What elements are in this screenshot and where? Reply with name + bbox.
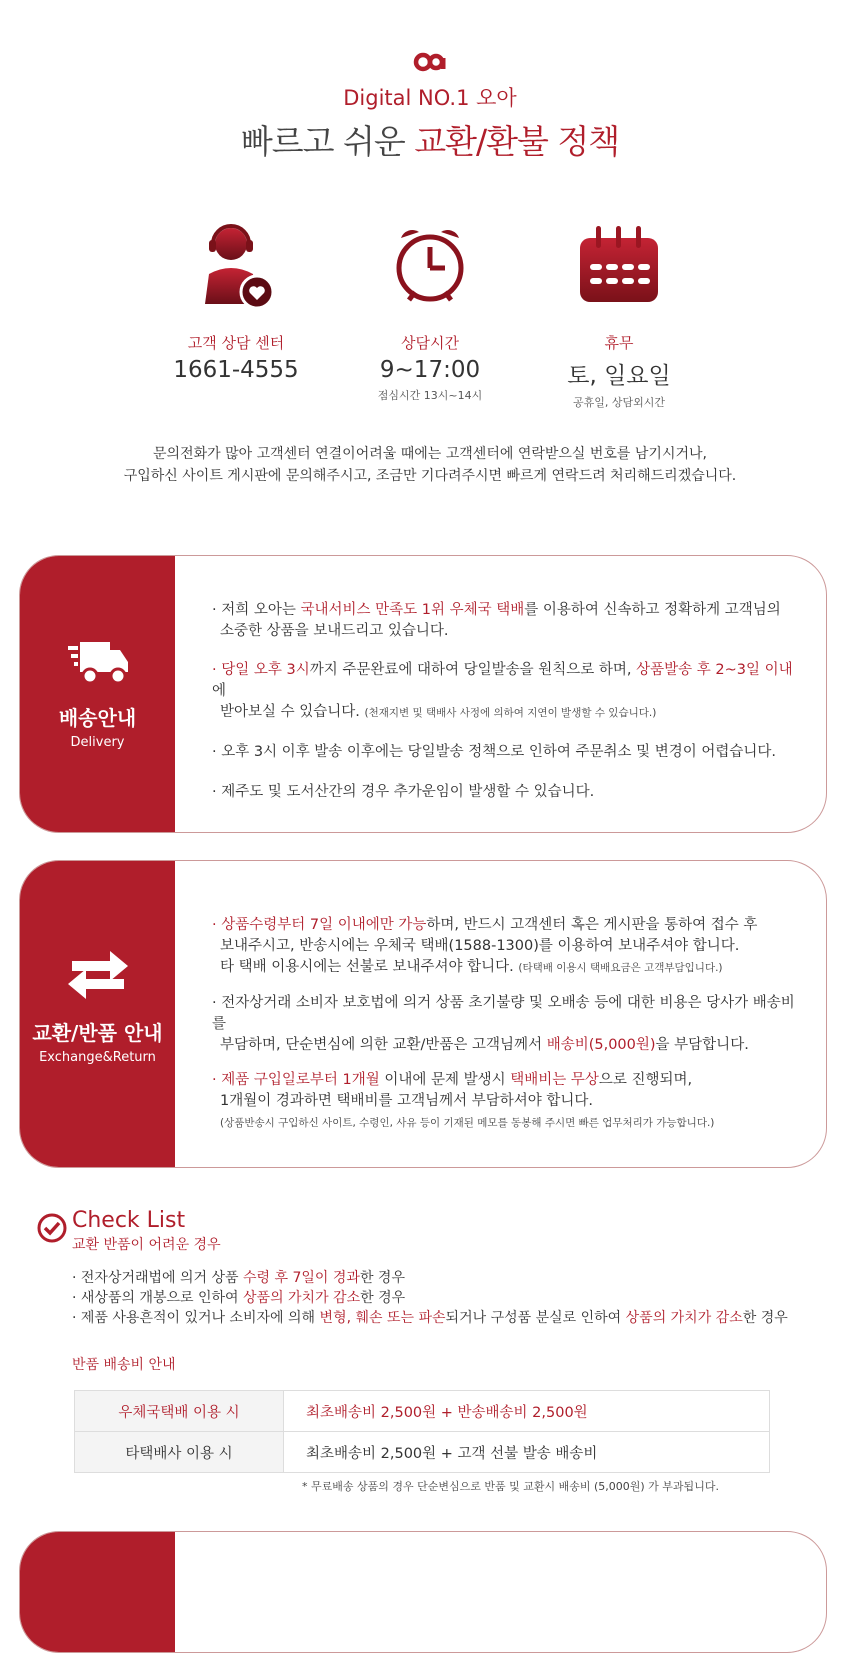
alarm-clock-icon xyxy=(385,222,475,312)
text: 1개월이 경과하면 택배비를 고객님께서 부담하셔야 합니다. xyxy=(220,1093,594,1109)
delivery-body xyxy=(212,556,796,803)
highlight: 변형, 훼손 또는 파손 xyxy=(319,1310,446,1326)
notice-line: 문의전화가 많아 고객센터 연결이어려울 때에는 고객센터에 연락받으실 번호를 남기시거나, xyxy=(153,446,707,462)
text: 받아보실 수 있습니다. xyxy=(220,704,365,720)
table-cell-value: 최초배송비 2,500원 + 고객 선불 발송 배송비 xyxy=(284,1432,770,1473)
text: · 새상품의 개봉으로 인하여 xyxy=(72,1290,244,1306)
delivery-side xyxy=(20,556,175,832)
exchange-item xyxy=(212,915,796,979)
delivery-item: · 오후 3시 이후 발송 이후에는 당일발송 정책으로 인하여 주문취소 및 변경이 어렵습니다. xyxy=(212,744,776,760)
info-hours xyxy=(330,222,530,403)
page-title xyxy=(0,116,860,163)
exchange-title: 교환/반품 안내 xyxy=(32,1021,163,1045)
exchange-body xyxy=(212,861,796,1134)
text: 보내주시고, 반송시에는 우체국 택배(1588-1300)를 이용하여 보내주셔야 합니다. xyxy=(220,938,740,954)
text: 부담하며, 단순변심에 의한 교환/반품은 고객님께서 xyxy=(220,1037,547,1053)
return-fee-title: 반품 배송비 안내 xyxy=(72,1357,176,1373)
checklist-item xyxy=(72,1288,788,1308)
info-holiday xyxy=(519,222,719,410)
info-sub: 점심시간 13시~14시 xyxy=(377,389,483,402)
text: 타 택배 이용시에는 선불로 보내주셔야 합니다. xyxy=(220,959,519,975)
checklist-title: Check List xyxy=(72,1208,186,1233)
info-phone[interactable]: 1661-4555 xyxy=(173,357,299,383)
text: 를 이용하여 신속하고 정확하게 고객님의 xyxy=(524,602,781,618)
text: 하며, 반드시 고객센터 혹은 게시판을 통하여 접수 후 xyxy=(426,917,758,933)
exchange-arrows-icon xyxy=(66,947,130,1003)
text: 이내에 문제 발생시 xyxy=(379,1072,511,1088)
info-label: 상담시간 xyxy=(401,334,459,352)
oa-logo-icon xyxy=(413,50,447,72)
table-cell-key: 타택배사 이용 시 xyxy=(75,1432,284,1473)
text: 한 경우 xyxy=(742,1310,788,1326)
delivery-title-en: Delivery xyxy=(70,735,125,750)
highlight: 수령 후 7일이 경과 xyxy=(243,1270,360,1286)
info-label: 고객 상담 센터 xyxy=(187,334,285,352)
title-plain: 빠르고 쉬운 xyxy=(240,122,415,161)
checklist-item xyxy=(72,1268,788,1288)
table-cell-value: 최초배송비 2,500원 + 반송배송비 2,500원 xyxy=(284,1391,770,1432)
delivery-item: · 제주도 및 도서산간의 경우 추가운임이 발생할 수 있습니다. xyxy=(212,784,595,800)
text: · 제품 사용흔적이 있거나 소비자에 의해 xyxy=(72,1310,320,1326)
small-note: (상품반송시 구입하신 사이트, 수령인, 사유 등이 기재된 메모를 동봉해 주시면 빠른 업무처리가 가능합니다.) xyxy=(220,1117,715,1129)
text: 에 xyxy=(212,683,227,699)
text: · 전자상거래 소비자 보호법에 의거 상품 초기불량 및 오배송 등에 대한 비용은 당사가 배송비를 xyxy=(212,995,795,1032)
info-hours-value: 9~17:00 xyxy=(379,357,481,383)
text: 으로 진행되며, xyxy=(598,1072,693,1088)
table-cell-key: 우체국택배 이용 시 xyxy=(75,1391,284,1432)
text: 을 부담합니다. xyxy=(655,1037,749,1053)
info-sub: 공휴일, 상담외시간 xyxy=(572,396,665,409)
page-header xyxy=(0,50,860,163)
exchange-item xyxy=(212,993,796,1056)
text: 소중한 상품을 보내드리고 있습니다. xyxy=(220,623,449,639)
exchange-side xyxy=(20,861,175,1167)
text: 까지 주문완료에 대하여 당일발송을 원칙으로 하며, xyxy=(309,662,637,678)
info-label: 휴무 xyxy=(604,334,634,352)
contact-notice xyxy=(0,443,860,487)
small-note: (타택배 이용시 택배요금은 고객부담입니다.) xyxy=(518,962,723,974)
exchange-title-en: Exchange&Return xyxy=(39,1050,156,1065)
text: 한 경우 xyxy=(360,1290,406,1306)
highlight: 상품발송 후 2~3일 이내 xyxy=(636,662,793,678)
info-customer-center xyxy=(136,222,336,383)
notice-line: 구입하신 사이트 게시판에 문의해주시고, 조금만 기다려주시면 빠르게 연락드려 처리해드리겠습니다. xyxy=(123,468,737,484)
calendar-icon xyxy=(574,222,664,312)
highlight: · 당일 오후 3시 xyxy=(212,662,310,678)
highlight: 상품의 가치가 감소 xyxy=(625,1310,743,1326)
highlight: 택배비는 무상 xyxy=(510,1072,599,1088)
delivery-item xyxy=(212,660,796,724)
delivery-item xyxy=(212,600,796,642)
delivery-truck-icon xyxy=(66,632,130,688)
info-holiday-value: 토, 일요일 xyxy=(567,363,671,389)
checklist-subtitle: 교환 반품이 어려운 경우 xyxy=(72,1237,221,1253)
highlight: 국내서비스 만족도 1위 우체국 택배 xyxy=(300,602,525,618)
text: 한 경우 xyxy=(359,1270,405,1286)
next-panel xyxy=(19,1531,827,1653)
text: · 전자상거래법에 의거 상품 xyxy=(72,1270,244,1286)
checklist xyxy=(72,1268,788,1328)
headset-person-icon xyxy=(191,222,281,312)
next-panel-side xyxy=(20,1532,175,1652)
highlight: · 제품 구입일로부터 1개월 xyxy=(212,1072,380,1088)
delivery-title: 배송안내 xyxy=(58,706,137,730)
small-note: (천재지변 및 택배사 사정에 의하여 지연이 발생할 수 있습니다.) xyxy=(364,707,657,719)
highlight: 상품의 가치가 감소 xyxy=(243,1290,361,1306)
fee-note: * 무료배송 상품의 경우 단순변심으로 반품 및 교환시 배송비 (5,000원) 가 부과됩니다. xyxy=(302,1480,719,1493)
oa-logo xyxy=(0,50,860,78)
table-row xyxy=(75,1432,770,1473)
table-row xyxy=(75,1391,770,1432)
return-fee-table xyxy=(74,1390,770,1473)
title-highlight: 교환/환불 정책 xyxy=(414,122,620,161)
checklist-item xyxy=(72,1308,788,1328)
text: 되거나 구성품 분실로 인하여 xyxy=(445,1310,626,1326)
exchange-item xyxy=(212,1070,796,1134)
highlight: · 상품수령부터 7일 이내에만 가능 xyxy=(212,917,427,933)
brand-name: Digital NO.1 오아 xyxy=(343,86,517,110)
text: · 저희 오아는 xyxy=(212,602,301,618)
exchange-panel xyxy=(19,860,827,1168)
check-circle-icon xyxy=(36,1212,68,1244)
delivery-panel xyxy=(19,555,827,833)
highlight: 배송비(5,000원) xyxy=(546,1037,656,1053)
